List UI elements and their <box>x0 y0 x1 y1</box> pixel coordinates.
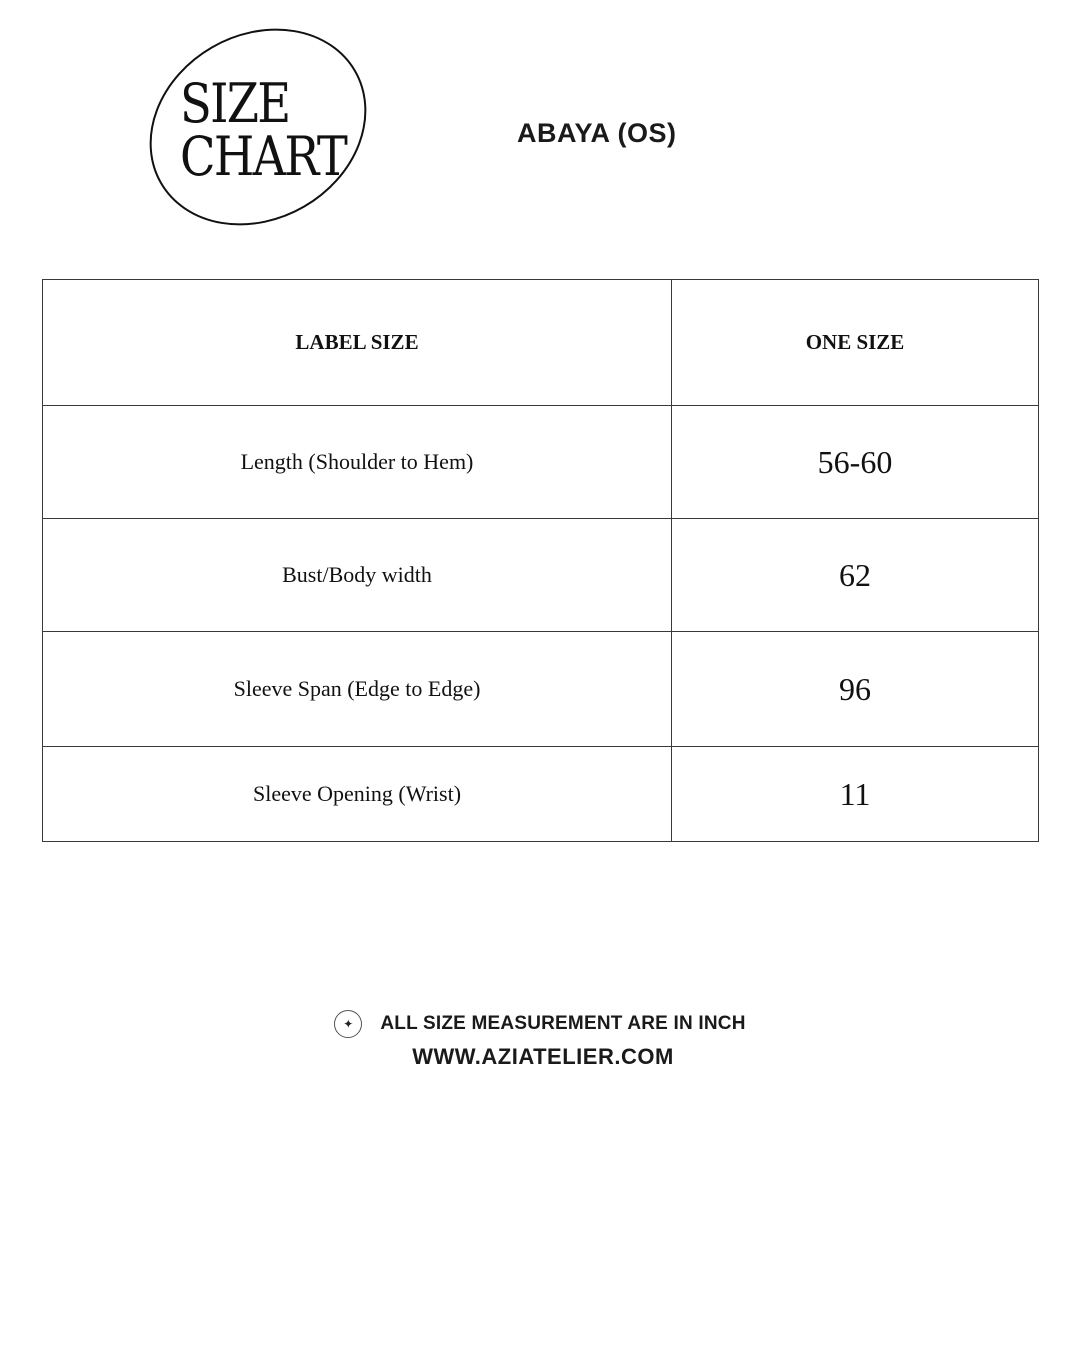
table-row <box>43 519 1039 632</box>
size-table <box>42 279 1039 842</box>
table-row <box>43 747 1039 842</box>
row-value: 62 <box>672 519 1039 632</box>
website-link[interactable]: WWW.AZIATELIER.COM <box>412 1044 674 1069</box>
footer <box>0 1010 1080 1070</box>
table-row <box>43 632 1039 747</box>
row-label: Length (Shoulder to Hem) <box>43 406 672 519</box>
header-one-size: ONE SIZE <box>672 280 1039 406</box>
row-value: 56-60 <box>672 406 1039 519</box>
measurement-note-text: ALL SIZE MEASUREMENT ARE IN INCH <box>380 1013 746 1034</box>
logo-text-size: SIZE <box>180 72 290 135</box>
measurement-note <box>334 1010 745 1038</box>
table-row <box>43 406 1039 519</box>
row-label: Sleeve Span (Edge to Edge) <box>43 632 672 747</box>
table-header-row <box>43 280 1039 406</box>
row-label: Bust/Body width <box>43 519 672 632</box>
logo-text-chart: CHART <box>180 125 347 188</box>
sparkle-circle-icon: ✦ <box>334 1010 362 1038</box>
row-label: Sleeve Opening (Wrist) <box>43 747 672 842</box>
row-value: 96 <box>672 632 1039 747</box>
header-label-size: LABEL SIZE <box>43 280 672 406</box>
product-title: ABAYA (OS) <box>517 118 677 148</box>
row-value: 11 <box>672 747 1039 842</box>
size-chart-logo <box>140 27 376 227</box>
